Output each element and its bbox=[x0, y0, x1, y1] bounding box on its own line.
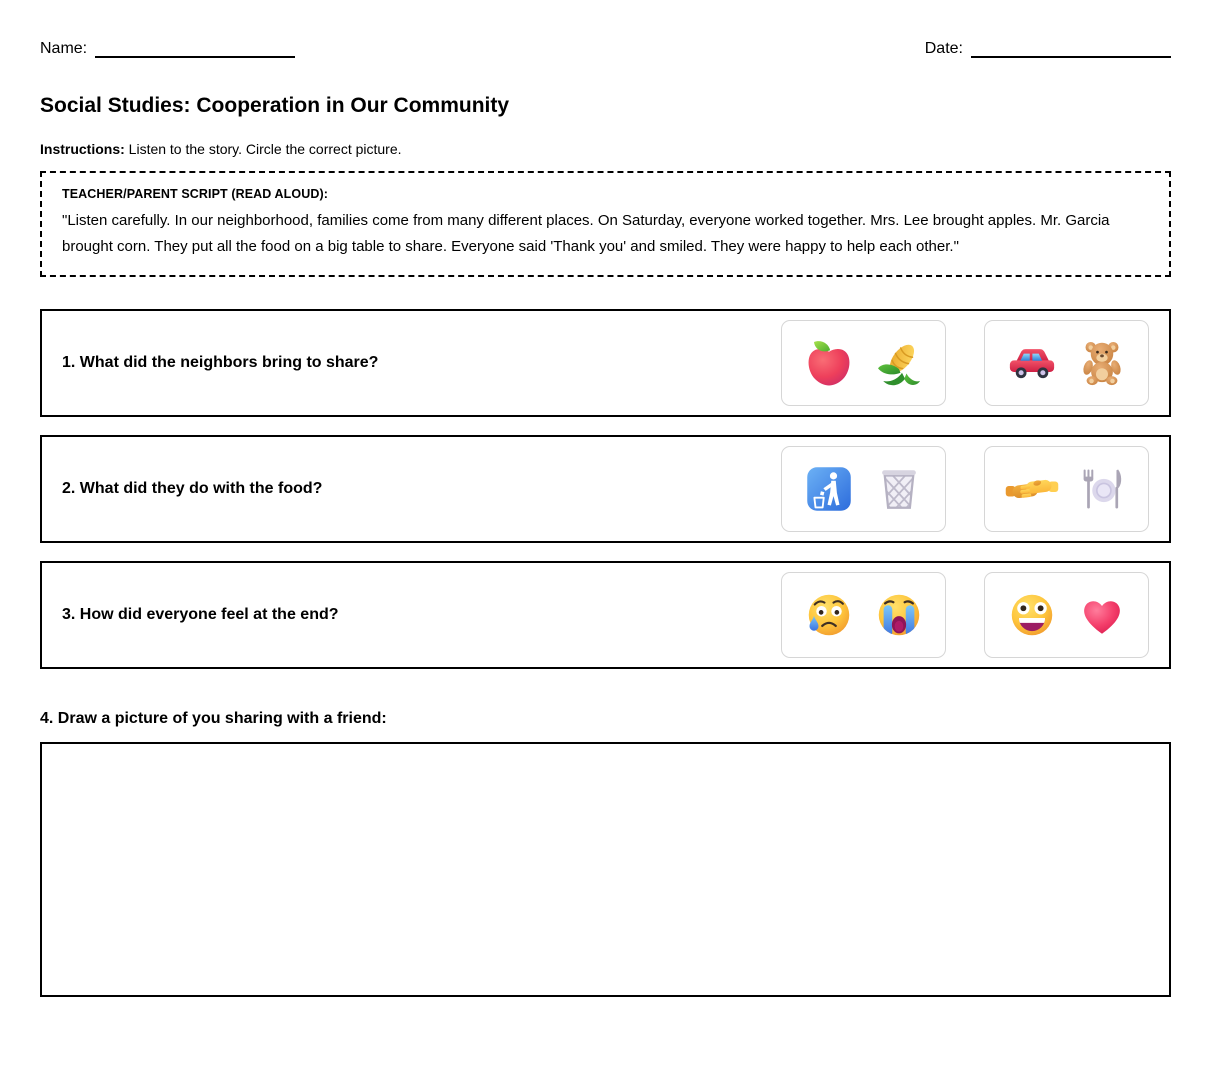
crying-face-icon bbox=[802, 588, 856, 642]
litter-bin-sign-icon bbox=[802, 462, 856, 516]
plate-with-cutlery-icon bbox=[1075, 462, 1129, 516]
script-heading: TEACHER/PARENT SCRIPT (READ ALOUD): bbox=[62, 187, 328, 201]
handshake-icon bbox=[1005, 462, 1059, 516]
car-icon bbox=[1005, 336, 1059, 390]
date-field bbox=[925, 40, 1171, 58]
question-1-option-a[interactable] bbox=[781, 320, 946, 406]
wastebasket-icon bbox=[872, 462, 926, 516]
question-row-1 bbox=[40, 309, 1171, 417]
question-2-option-a[interactable] bbox=[781, 446, 946, 532]
instructions bbox=[40, 141, 1171, 157]
question-1-options bbox=[781, 320, 1149, 406]
grinning-face-icon bbox=[1005, 588, 1059, 642]
date-write-line[interactable] bbox=[971, 42, 1171, 58]
question-3-option-b[interactable] bbox=[984, 572, 1149, 658]
question-row-2 bbox=[40, 435, 1171, 543]
drawing-area[interactable] bbox=[40, 742, 1171, 997]
draw-prompt: 4. Draw a picture of you sharing with a friend: bbox=[40, 710, 387, 727]
date-label: Date: bbox=[924, 40, 963, 57]
teddy-bear-icon bbox=[1075, 336, 1129, 390]
apple-icon bbox=[802, 336, 856, 390]
name-label: Name: bbox=[40, 40, 88, 57]
instructions-text: Listen to the story. Circle the correct picture. bbox=[128, 141, 402, 157]
instructions-label: Instructions: bbox=[40, 141, 125, 157]
question-2-option-b[interactable] bbox=[984, 446, 1149, 532]
name-field bbox=[40, 40, 295, 58]
question-3-options bbox=[781, 572, 1149, 658]
question-row-3 bbox=[40, 561, 1171, 669]
question-2-text: 2. What did they do with the food? bbox=[62, 480, 323, 497]
corn-icon bbox=[872, 336, 926, 390]
question-1-text: 1. What did the neighbors bring to share? bbox=[62, 354, 379, 371]
script-text: "Listen carefully. In our neighborhood, families come from many different places. On Saturday, everyone worked together. Mrs. Lee brought apples. Mr. Garcia brought corn. They put all the food on a big table to share. Everyone said 'Thank you' and smiled. They were happy to help each other." bbox=[62, 212, 1110, 255]
teacher-script-box bbox=[40, 171, 1171, 277]
question-3-text: 3. How did everyone feel at the end? bbox=[62, 606, 339, 623]
question-3-option-a[interactable] bbox=[781, 572, 946, 658]
name-write-line[interactable] bbox=[95, 42, 295, 58]
question-1-option-b[interactable] bbox=[984, 320, 1149, 406]
question-2-options bbox=[781, 446, 1149, 532]
loudly-crying-face-icon bbox=[872, 588, 926, 642]
page-title: Social Studies: Cooperation in Our Community bbox=[40, 94, 510, 117]
red-heart-icon bbox=[1075, 588, 1129, 642]
header-row bbox=[40, 40, 1171, 58]
